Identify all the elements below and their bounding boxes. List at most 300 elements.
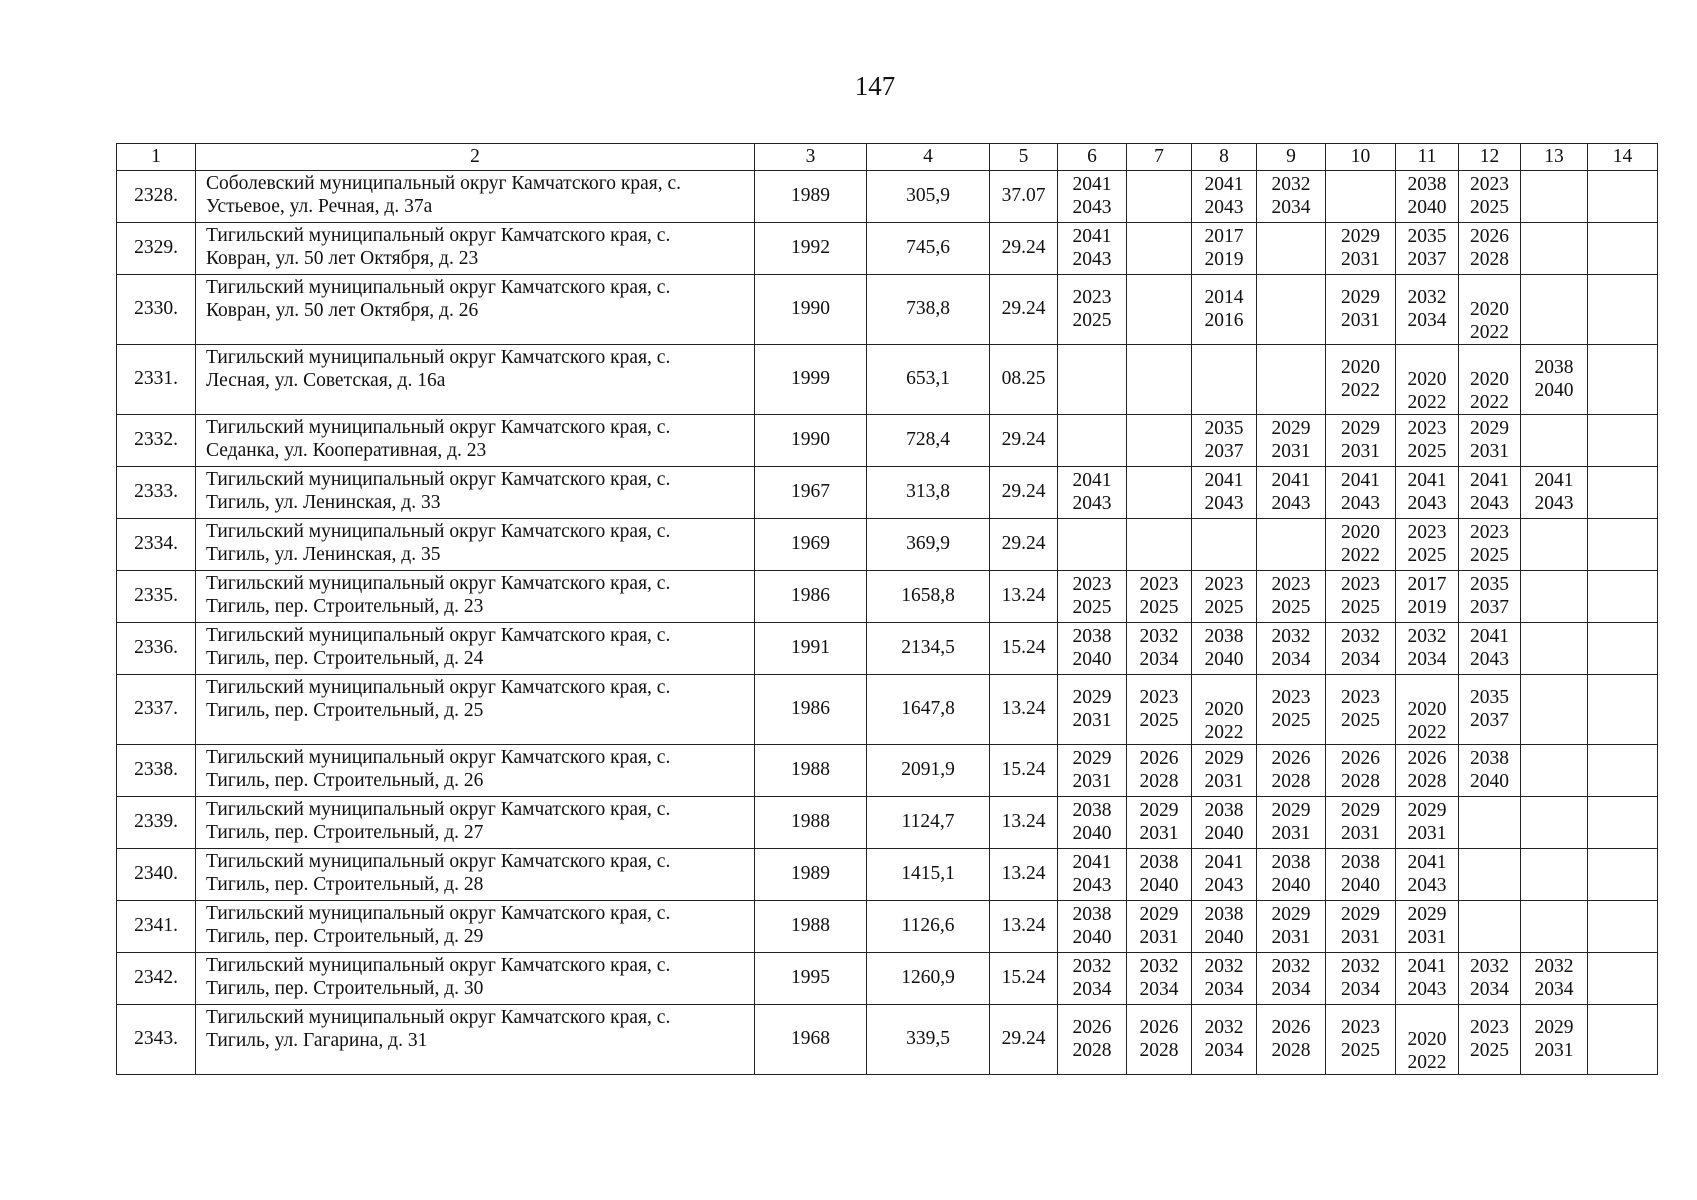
area: 1124,7 [867,797,990,849]
period-end: 2025 [1341,1039,1380,1061]
period-end: 2040 [1407,196,1447,218]
period-cell-9 [1257,623,1326,675]
area: 1658,8 [867,571,990,623]
address-line: Тигиль, пер. Строительный, д. 30 [206,977,484,999]
address-line: Тигильский муниципальный округ Камчатского края, с. [206,225,671,246]
address-line: Тигильский муниципальный округ Камчатского края, с. [206,573,671,594]
period-start: 2041 [1072,470,1112,491]
period-end: 2025 [1271,596,1311,618]
period-end: 2043 [1072,492,1112,514]
period-end: 2034 [1204,1039,1244,1061]
address-line: Тигиль, пер. Строительный, д. 27 [206,821,484,843]
table-row [117,223,1658,275]
row-number: 2340. [117,849,196,901]
period-cell-6 [1058,171,1127,223]
period-start: 2041 [1072,174,1112,195]
table-row [117,675,1658,745]
period-end: 2034 [1271,648,1311,670]
period-start: 2041 [1072,226,1112,247]
region-code: 13.24 [990,849,1058,901]
period-cell-10 [1326,275,1396,345]
period-end: 2040 [1072,648,1112,670]
period-end: 2031 [1204,770,1244,792]
period-start: 2026 [1470,226,1509,247]
period-cell-13 [1521,467,1588,519]
period-cell-12 [1459,953,1521,1005]
period-cell-12 [1459,415,1521,467]
table-row [117,171,1658,223]
period-cell-6 [1058,519,1127,571]
area: 1415,1 [867,849,990,901]
period-cell-8 [1192,223,1257,275]
build-year: 1988 [755,901,867,953]
address-line: Тигильский муниципальный округ Камчатского края, с. [206,851,671,872]
period-end: 2031 [1341,248,1380,270]
row-number: 2343. [117,1005,196,1075]
period-cell-12 [1459,901,1521,953]
period-cell-11 [1396,623,1459,675]
address-line: Тигильский муниципальный округ Камчатского края, с. [206,347,671,368]
period-end: 2028 [1271,1039,1311,1061]
period-start: 2029 [1341,418,1380,439]
period-cell-7 [1127,1005,1192,1075]
area: 339,5 [867,1005,990,1075]
period-start: 2035 [1470,687,1509,708]
period-cell-6 [1058,345,1127,415]
address-line: Тигиль, ул. Ленинская, д. 33 [206,491,441,513]
period-end: 2034 [1534,978,1574,1000]
period-cell-6 [1058,1005,1127,1075]
period-end: 2025 [1139,596,1179,618]
address-line: Ковран, ул. 50 лет Октября, д. 23 [206,247,479,269]
period-end: 2040 [1139,874,1179,896]
row-number: 2331. [117,345,196,415]
address-cell [196,675,755,745]
period-cell-11 [1396,275,1459,345]
address-line: Тигиль, пер. Строительный, д. 23 [206,595,484,617]
period-start: 2032 [1470,956,1509,977]
period-start: 2038 [1072,800,1112,821]
area: 653,1 [867,345,990,415]
period-cell-13 [1521,675,1588,745]
period-cell-7 [1127,415,1192,467]
period-cell-14 [1588,745,1658,797]
period-end: 2040 [1534,379,1574,401]
period-cell-6 [1058,415,1127,467]
period-start: 2023 [1204,574,1244,595]
period-cell-11 [1396,745,1459,797]
column-header-10: 10 [1326,144,1396,171]
period-cell-12 [1459,519,1521,571]
period-cell-8 [1192,953,1257,1005]
address-cell [196,345,755,415]
row-number: 2328. [117,171,196,223]
period-start: 2023 [1341,574,1380,595]
build-year: 1999 [755,345,867,415]
period-end: 2034 [1407,648,1447,670]
period-start: 2029 [1341,287,1380,308]
area: 745,6 [867,223,990,275]
period-cell-7 [1127,223,1192,275]
period-end: 2031 [1139,822,1179,844]
region-code: 13.24 [990,901,1058,953]
address-line: Тигильский муниципальный округ Камчатского края, с. [206,625,671,646]
address-line: Тигиль, пер. Строительный, д. 29 [206,925,484,947]
period-cell-10 [1326,345,1396,415]
period-cell-9 [1257,745,1326,797]
period-cell-11 [1396,901,1459,953]
period-start: 2020 [1470,369,1509,390]
period-cell-14 [1588,223,1658,275]
address-cell [196,415,755,467]
period-cell-12 [1459,345,1521,415]
housing-registry-table [116,143,1658,1075]
period-cell-8 [1192,745,1257,797]
period-end: 2028 [1271,770,1311,792]
period-cell-6 [1058,849,1127,901]
period-cell-14 [1588,849,1658,901]
address-line: Тигильский муниципальный округ Камчатского края, с. [206,955,671,976]
period-cell-9 [1257,797,1326,849]
column-header-5: 5 [990,144,1058,171]
period-end: 2019 [1204,248,1244,270]
period-end: 2040 [1204,926,1244,948]
address-cell [196,745,755,797]
period-cell-14 [1588,1005,1658,1075]
header-row [117,144,1658,171]
period-start: 2032 [1341,956,1380,977]
address-line: Тигиль, ул. Гагарина, д. 31 [206,1029,428,1051]
period-start: 2026 [1341,748,1380,769]
period-end: 2034 [1341,648,1380,670]
period-end: 2031 [1341,926,1380,948]
period-cell-10 [1326,519,1396,571]
period-end: 2025 [1407,440,1447,462]
column-header-9: 9 [1257,144,1326,171]
region-code: 29.24 [990,467,1058,519]
period-end: 2040 [1072,926,1112,948]
row-number: 2336. [117,623,196,675]
period-cell-13 [1521,797,1588,849]
address-cell [196,467,755,519]
period-end: 2034 [1271,978,1311,1000]
build-year: 1968 [755,1005,867,1075]
period-cell-9 [1257,275,1326,345]
address-line: Лесная, ул. Советская, д. 16а [206,369,446,391]
area: 1126,6 [867,901,990,953]
build-year: 1992 [755,223,867,275]
period-end: 2022 [1407,391,1447,413]
period-end: 2040 [1341,874,1380,896]
build-year: 1988 [755,745,867,797]
period-start: 2032 [1271,956,1311,977]
period-cell-9 [1257,171,1326,223]
period-end: 2025 [1407,544,1447,566]
period-start: 2017 [1407,574,1447,595]
period-cell-7 [1127,571,1192,623]
period-start: 2035 [1470,574,1509,595]
period-end: 2037 [1470,596,1509,618]
region-code: 13.24 [990,675,1058,745]
period-cell-8 [1192,1005,1257,1075]
period-start: 2023 [1072,287,1112,308]
period-cell-13 [1521,171,1588,223]
period-cell-14 [1588,953,1658,1005]
period-cell-11 [1396,171,1459,223]
period-cell-11 [1396,953,1459,1005]
period-end: 2031 [1341,440,1380,462]
address-line: Тигильский муниципальный округ Камчатского края, с. [206,1007,671,1028]
address-cell [196,519,755,571]
period-start: 2029 [1271,800,1311,821]
period-start: 2041 [1407,470,1447,491]
table-row [117,745,1658,797]
period-end: 2043 [1072,874,1112,896]
period-end: 2043 [1204,874,1244,896]
period-start: 2029 [1341,904,1380,925]
period-cell-14 [1588,797,1658,849]
period-end: 2034 [1204,978,1244,1000]
address-line: Устьевое, ул. Речная, д. 37а [206,195,433,217]
period-start: 2029 [1470,418,1509,439]
period-cell-10 [1326,171,1396,223]
table-row [117,467,1658,519]
address-cell [196,797,755,849]
period-end: 2034 [1139,648,1179,670]
column-header-12: 12 [1459,144,1521,171]
period-cell-14 [1588,571,1658,623]
period-start: 2023 [1271,574,1311,595]
period-cell-11 [1396,849,1459,901]
address-cell [196,171,755,223]
region-code: 15.24 [990,745,1058,797]
period-start: 2038 [1139,852,1179,873]
area: 313,8 [867,467,990,519]
period-cell-14 [1588,901,1658,953]
table-row [117,797,1658,849]
table-row [117,849,1658,901]
period-cell-12 [1459,797,1521,849]
period-end: 2043 [1204,492,1244,514]
period-start: 2038 [1204,626,1244,647]
period-cell-14 [1588,345,1658,415]
area: 2134,5 [867,623,990,675]
area: 1260,9 [867,953,990,1005]
period-cell-14 [1588,623,1658,675]
period-cell-6 [1058,275,1127,345]
period-cell-8 [1192,797,1257,849]
column-header-7: 7 [1127,144,1192,171]
period-cell-10 [1326,223,1396,275]
period-cell-13 [1521,953,1588,1005]
period-start: 2032 [1072,956,1112,977]
period-cell-12 [1459,675,1521,745]
period-start: 2038 [1341,852,1380,873]
period-end: 2040 [1204,822,1244,844]
period-cell-6 [1058,901,1127,953]
period-end: 2025 [1341,596,1380,618]
period-end: 2022 [1341,379,1380,401]
period-start: 2032 [1407,626,1447,647]
region-code: 37.07 [990,171,1058,223]
period-end: 2043 [1407,492,1447,514]
period-cell-7 [1127,675,1192,745]
build-year: 1990 [755,275,867,345]
build-year: 1995 [755,953,867,1005]
address-line: Тигиль, ул. Ленинская, д. 35 [206,543,441,565]
period-start: 2038 [1204,800,1244,821]
period-start: 2032 [1204,1017,1244,1038]
period-start: 2023 [1139,687,1179,708]
region-code: 13.24 [990,797,1058,849]
period-cell-10 [1326,623,1396,675]
period-end: 2031 [1534,1039,1574,1061]
address-cell [196,849,755,901]
period-start: 2041 [1204,174,1244,195]
row-number: 2330. [117,275,196,345]
period-cell-14 [1588,467,1658,519]
table-row [117,953,1658,1005]
period-start: 2023 [1139,574,1179,595]
address-line: Тигильский муниципальный округ Камчатского края, с. [206,799,671,820]
address-line: Тигильский муниципальный округ Камчатского края, с. [206,903,671,924]
address-line: Тигиль, пер. Строительный, д. 24 [206,647,484,669]
period-end: 2022 [1470,321,1509,343]
period-start: 2023 [1470,1017,1509,1038]
address-cell [196,953,755,1005]
period-cell-7 [1127,275,1192,345]
period-start: 2020 [1407,1029,1447,1050]
period-end: 2040 [1072,822,1112,844]
period-cell-13 [1521,1005,1588,1075]
period-start: 2029 [1534,1017,1574,1038]
period-end: 2043 [1271,492,1311,514]
region-code: 08.25 [990,345,1058,415]
period-cell-6 [1058,223,1127,275]
period-cell-10 [1326,1005,1396,1075]
period-end: 2043 [1470,492,1509,514]
period-end: 2043 [1204,196,1244,218]
column-header-1: 1 [117,144,196,171]
period-end: 2037 [1407,248,1447,270]
row-number: 2337. [117,675,196,745]
period-cell-10 [1326,467,1396,519]
region-code: 29.24 [990,275,1058,345]
row-number: 2339. [117,797,196,849]
period-cell-9 [1257,675,1326,745]
period-start: 2041 [1470,626,1509,647]
column-header-6: 6 [1058,144,1127,171]
address-line: Тигильский муниципальный округ Камчатского края, с. [206,747,671,768]
period-end: 2025 [1072,309,1112,331]
period-end: 2040 [1470,770,1509,792]
period-cell-13 [1521,275,1588,345]
period-start: 2032 [1407,287,1447,308]
period-cell-6 [1058,571,1127,623]
region-code: 29.24 [990,519,1058,571]
period-cell-7 [1127,745,1192,797]
column-header-11: 11 [1396,144,1459,171]
period-end: 2025 [1341,709,1380,731]
period-end: 2028 [1341,770,1380,792]
address-line: Тигильский муниципальный округ Камчатского края, с. [206,521,671,542]
period-cell-9 [1257,345,1326,415]
region-code: 15.24 [990,623,1058,675]
region-code: 13.24 [990,571,1058,623]
period-cell-13 [1521,571,1588,623]
period-cell-8 [1192,275,1257,345]
period-cell-11 [1396,797,1459,849]
period-start: 2017 [1204,226,1244,247]
period-start: 2032 [1139,626,1179,647]
period-cell-9 [1257,415,1326,467]
table-row [117,519,1658,571]
period-start: 2023 [1470,522,1509,543]
period-cell-13 [1521,519,1588,571]
row-number: 2341. [117,901,196,953]
period-end: 2022 [1341,544,1380,566]
period-start: 2029 [1341,226,1380,247]
address-line: Тигиль, пер. Строительный, д. 26 [206,769,484,791]
period-start: 2020 [1204,699,1244,720]
period-cell-8 [1192,467,1257,519]
row-number: 2332. [117,415,196,467]
period-cell-9 [1257,223,1326,275]
period-cell-9 [1257,849,1326,901]
period-end: 2031 [1271,822,1311,844]
address-cell [196,623,755,675]
address-cell [196,223,755,275]
period-end: 2031 [1271,926,1311,948]
build-year: 1967 [755,467,867,519]
period-end: 2037 [1470,709,1509,731]
period-end: 2031 [1139,926,1179,948]
period-cell-8 [1192,901,1257,953]
period-cell-12 [1459,1005,1521,1075]
period-start: 2023 [1072,574,1112,595]
table-row [117,901,1658,953]
period-cell-12 [1459,467,1521,519]
address-line: Тигильский муниципальный округ Камчатского края, с. [206,677,671,698]
period-cell-12 [1459,171,1521,223]
period-end: 2043 [1072,248,1112,270]
page-number: 147 [854,71,896,101]
period-start: 2020 [1341,522,1380,543]
period-cell-9 [1257,953,1326,1005]
period-cell-12 [1459,571,1521,623]
row-number: 2338. [117,745,196,797]
period-cell-13 [1521,345,1588,415]
period-start: 2020 [1407,699,1447,720]
period-cell-12 [1459,623,1521,675]
period-end: 2022 [1470,391,1509,413]
period-cell-8 [1192,675,1257,745]
column-header-14: 14 [1588,144,1658,171]
row-number: 2329. [117,223,196,275]
build-year: 1986 [755,675,867,745]
area: 369,9 [867,519,990,571]
build-year: 1969 [755,519,867,571]
period-end: 2022 [1407,1051,1447,1073]
period-cell-7 [1127,797,1192,849]
period-start: 2041 [1271,470,1311,491]
period-start: 2014 [1204,287,1244,308]
period-start: 2029 [1072,687,1112,708]
period-cell-8 [1192,171,1257,223]
period-cell-7 [1127,519,1192,571]
row-number: 2334. [117,519,196,571]
period-cell-10 [1326,953,1396,1005]
